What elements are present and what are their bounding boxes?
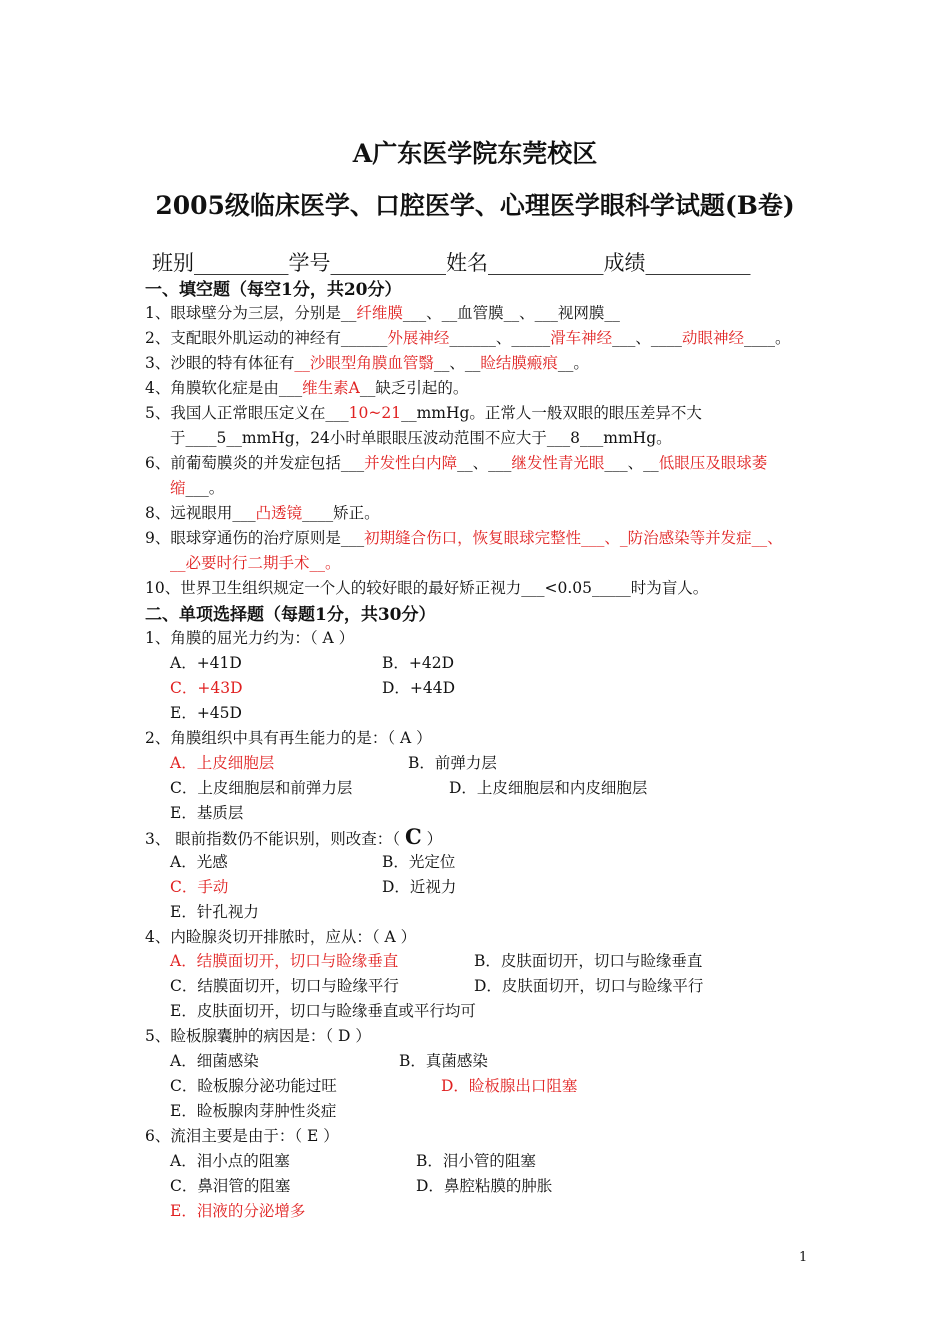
option-a-answer: A．结膜面切开，切口与睑缘垂直 xyxy=(170,952,399,970)
answer: 缩 xyxy=(170,479,186,497)
option-e-answer: E．泪液的分泌增多 xyxy=(170,1202,306,1220)
answer: 纤维膜 xyxy=(356,304,403,322)
choice-question-3-stem: 3、 眼前指数仍不能识别，则改查：（ C ） xyxy=(145,824,443,849)
fill-question-5-cont: 于____5__mmHg，24小时单眼眼压波动范围不应大于___8___mmHg。 xyxy=(170,429,672,447)
option-d: D．鼻腔粘膜的肿胀 xyxy=(416,1177,553,1195)
answer: 动眼神经 xyxy=(681,329,744,347)
option-e: E．针孔视力 xyxy=(170,903,259,921)
option-a: A．泪小点的阻塞 xyxy=(170,1152,290,1170)
option-a: A．细菌感染 xyxy=(170,1052,259,1070)
option-e: E．睑板腺肉芽肿性炎症 xyxy=(170,1102,337,1120)
option-e: E．皮肤面切开，切口与睑缘垂直或平行均可 xyxy=(170,1002,476,1020)
answer: __沙眼型角膜血管翳 xyxy=(294,354,434,372)
option-d: D．上皮细胞层和内皮细胞层 xyxy=(449,779,648,797)
option-d: D．+44D xyxy=(382,679,456,697)
choice-question-4-stem: 4、内睑腺炎切开排脓时，应从：（ A ） xyxy=(145,928,417,946)
answer: 10~21 xyxy=(348,404,402,422)
fill-question-6-cont: 缩___。 xyxy=(170,479,225,497)
fill-question-10: 10、世界卫生组织规定一个人的较好眼的最好矫正视力___<0.05_____时为盲人。 xyxy=(145,579,709,597)
option-c-answer: C．手动 xyxy=(170,878,229,896)
option-c: C．鼻泪管的阻塞 xyxy=(170,1177,291,1195)
page-number: 1 xyxy=(799,1250,808,1265)
option-c: C．睑板腺分泌功能过旺 xyxy=(170,1077,337,1095)
option-b: B．泪小管的阻塞 xyxy=(416,1152,536,1170)
answer: 并发性白内障 xyxy=(364,454,458,472)
option-a: A．光感 xyxy=(170,853,228,871)
title-line-2: 2005级临床医学、口腔医学、心理医学眼科学试题(B卷) xyxy=(155,191,795,220)
option-b: B．光定位 xyxy=(382,853,456,871)
option-c: C．上皮细胞层和前弹力层 xyxy=(170,779,353,797)
answer: 滑车神经 xyxy=(550,329,613,347)
option-e: E．+45D xyxy=(170,704,242,722)
answer: 维生素A xyxy=(302,379,360,397)
option-c: C．结膜面切开，切口与睑缘平行 xyxy=(170,977,399,995)
option-b: B．前弹力层 xyxy=(408,754,497,772)
choice-question-6-stem: 6、流泪主要是由于：（ E ） xyxy=(145,1127,339,1145)
choice-question-5-stem: 5、睑板腺囊肿的病因是：（ D ） xyxy=(145,1027,371,1045)
fill-question-9-cont: __必要时行二期手术__。 xyxy=(170,554,341,572)
option-c-answer: C．+43D xyxy=(170,679,243,697)
section-1-heading: 一、填空题（每空1分，共20分） xyxy=(145,280,402,300)
answer: 睑结膜瘢痕 xyxy=(480,354,558,372)
option-b: B．+42D xyxy=(382,654,455,672)
answer: 初期缝合伤口，恢复眼球完整性___、_防治感染等并发症__、 xyxy=(364,529,783,547)
fill-question-1: 1、眼球壁分为三层，分别是__纤维膜___、__血管膜__、___视网膜__ xyxy=(145,304,620,322)
answer-letter: C xyxy=(404,824,422,849)
answer: 凸透镜 xyxy=(255,504,303,522)
option-d: D．皮肤面切开，切口与睑缘平行 xyxy=(474,977,704,995)
fill-question-5: 5、我国人正常眼压定义在___10~21__mmHg。正常人一般双眼的眼压差异不大 xyxy=(145,404,702,422)
fill-question-9: 9、眼球穿通伤的治疗原则是___初期缝合伤口，恢复眼球完整性___、_防治感染等并发症__、 xyxy=(145,529,783,547)
option-d: D．近视力 xyxy=(382,878,457,896)
section-2-heading: 二、单项选择题（每题1分，共30分） xyxy=(145,605,436,625)
fill-question-2: 2、支配眼外肌运动的神经有______外展神经______、_____滑车神经___、____动眼神经____。 xyxy=(145,329,791,347)
student-info-line: 班别_________学号___________姓名___________成绩__________ xyxy=(152,251,751,275)
fill-question-6: 6、前葡萄膜炎的并发症包括___并发性白内障__、___继发性青光眼___、__低眼压及眼球萎 xyxy=(145,454,768,472)
answer: 外展神经 xyxy=(387,329,450,347)
answer: 低眼压及眼球萎 xyxy=(658,454,768,472)
fill-question-4: 4、角膜软化症是由___维生素A__缺乏引起的。 xyxy=(145,379,469,397)
option-d-answer: D．睑板腺出口阻塞 xyxy=(441,1077,578,1095)
fill-question-3: 3、沙眼的特有体征有__沙眼型角膜血管翳__、__睑结膜瘢痕__。 xyxy=(145,354,589,372)
option-b: B．真菌感染 xyxy=(399,1052,488,1070)
option-a: A．+41D xyxy=(170,654,242,672)
option-e: E．基质层 xyxy=(170,804,244,822)
option-a-answer: A．上皮细胞层 xyxy=(170,754,275,772)
choice-question-1-stem: 1、角膜的屈光力约为：（ A ） xyxy=(145,629,355,647)
fill-question-8: 8、远视眼用___凸透镜____矫正。 xyxy=(145,504,380,522)
option-b: B．皮肤面切开，切口与睑缘垂直 xyxy=(474,952,703,970)
choice-question-2-stem: 2、角膜组织中具有再生能力的是：（ A ） xyxy=(145,729,432,747)
title-line-1: A广东医学院东莞校区 xyxy=(352,139,598,168)
answer: 继发性青光眼 xyxy=(511,454,605,472)
